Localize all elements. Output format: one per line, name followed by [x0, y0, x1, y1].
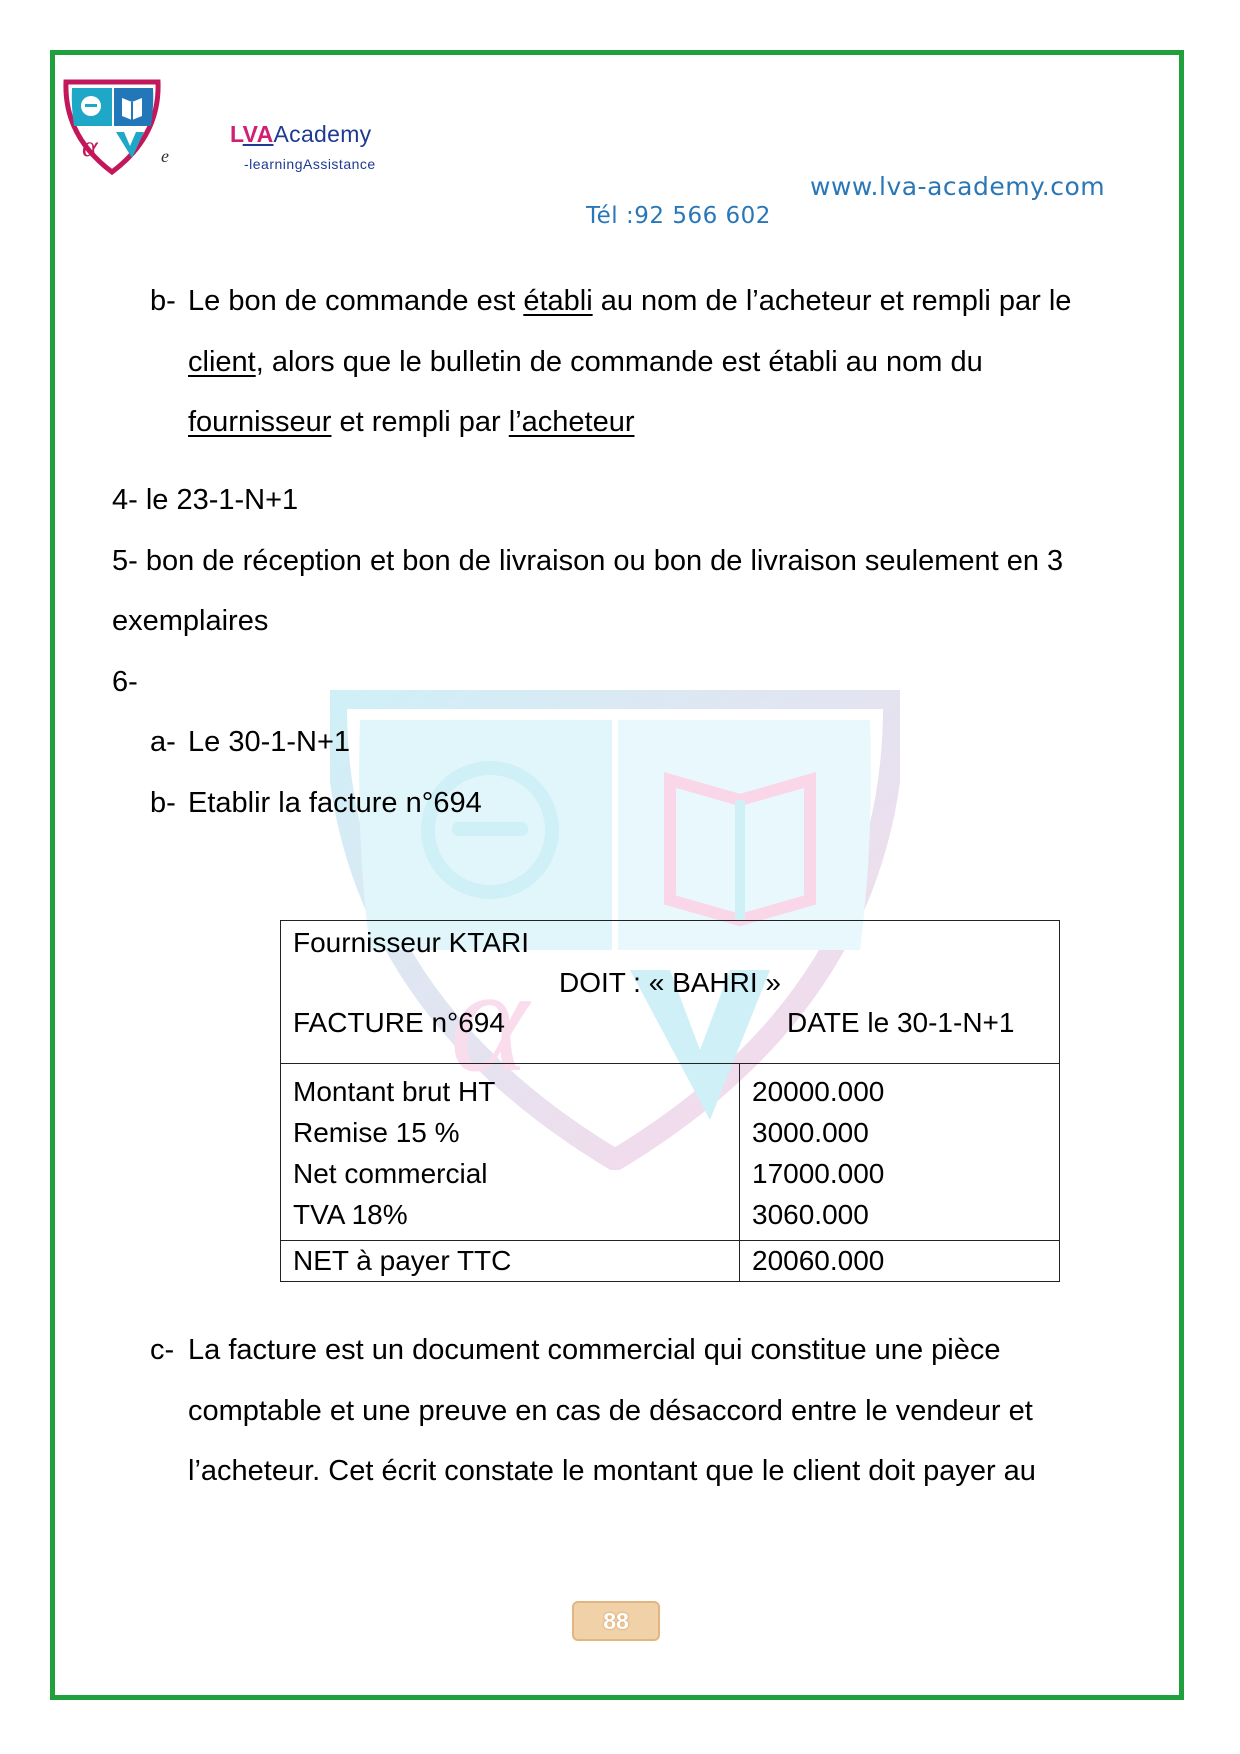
text-fragment: Le bon de commande est [188, 285, 524, 317]
item-c-line-2: comptable et une preuve en cas de désaccord entre le vendeur et [188, 1395, 1033, 1427]
item-b-label: b- [150, 285, 176, 317]
invoice-supplier: Fournisseur KTARI [293, 927, 529, 958]
underlined-word: établi [523, 285, 593, 317]
text-fragment: , alors que le bulletin de commande est établi au nom du [255, 346, 983, 378]
item-c-line-1 [150, 1332, 1001, 1368]
brand-va: VA [242, 121, 274, 147]
svg-text:α: α [450, 937, 529, 1103]
item-b2 [150, 785, 482, 821]
answer-5-line-1: 5- bon de réception et bon de livraison ou bon de livraison seulement en 3 [112, 545, 1064, 577]
underlined-word: client [188, 346, 256, 378]
page-number: 88 [572, 1601, 660, 1641]
underlined-word: l’acheteur [508, 406, 635, 438]
brand-academy: Academy [273, 121, 372, 147]
invoice-date: DATE le 30-1-N+1 [787, 1007, 1015, 1038]
item-c-line-3: l’acheteur. Cet écrit constate le montant que le client doit payer au [188, 1455, 1036, 1487]
invoice-values [740, 1064, 1060, 1241]
row-value: 3060.000 [752, 1199, 869, 1230]
row-label: Montant brut HT [293, 1076, 496, 1107]
item-b-line-3 [188, 404, 635, 440]
brand-l: L [230, 121, 243, 147]
website-url[interactable]: www.lva-academy.com [810, 172, 1106, 201]
invoice-table [280, 920, 1060, 1282]
logo-e-mark: e [161, 146, 169, 166]
row-value: 17000.000 [752, 1158, 885, 1189]
row-label: TVA 18% [293, 1199, 408, 1230]
lva-academy-logo [58, 76, 168, 176]
answer-6: 6- [112, 666, 138, 698]
answer-4: 4- le 23-1-N+1 [112, 484, 299, 516]
answer-5-line-2: exemplaires [112, 605, 269, 637]
svg-text:α: α [82, 130, 98, 163]
item-b-line-2 [188, 344, 983, 380]
item-c-line-1-text: La facture est un document commercial qui constitue une pièce [188, 1334, 1001, 1366]
item-a-label: a- [150, 726, 176, 758]
text-fragment: et rempli par [331, 406, 509, 438]
invoice-debtor: DOIT : « BAHRI » [559, 967, 781, 998]
row-value: 3000.000 [752, 1117, 869, 1148]
invoice-header [281, 921, 1060, 1064]
brand-tagline: -learningAssistance [244, 156, 376, 172]
invoice-total-value: 20060.000 [740, 1241, 1060, 1282]
item-a [150, 724, 351, 760]
phone-number: Tél :92 566 602 [586, 203, 771, 229]
item-b-line-1-text [188, 283, 1071, 319]
item-b2-text: Etablir la facture n°694 [188, 787, 482, 819]
row-value: 20000.000 [752, 1076, 885, 1107]
item-b2-label: b- [150, 787, 176, 819]
text-fragment: au nom de l’acheteur et rempli par le [592, 285, 1072, 317]
item-a-text: Le 30-1-N+1 [188, 726, 351, 758]
invoice-labels [281, 1064, 740, 1241]
invoice-total-label: NET à payer TTC [281, 1241, 740, 1282]
item-b-line-1 [150, 283, 1072, 319]
brand-name [230, 121, 371, 148]
row-label: Remise 15 % [293, 1117, 460, 1148]
item-c-label: c- [150, 1334, 175, 1366]
invoice-number: FACTURE n°694 [293, 1007, 505, 1038]
row-label: Net commercial [293, 1158, 488, 1189]
underlined-word: fournisseur [188, 406, 332, 438]
